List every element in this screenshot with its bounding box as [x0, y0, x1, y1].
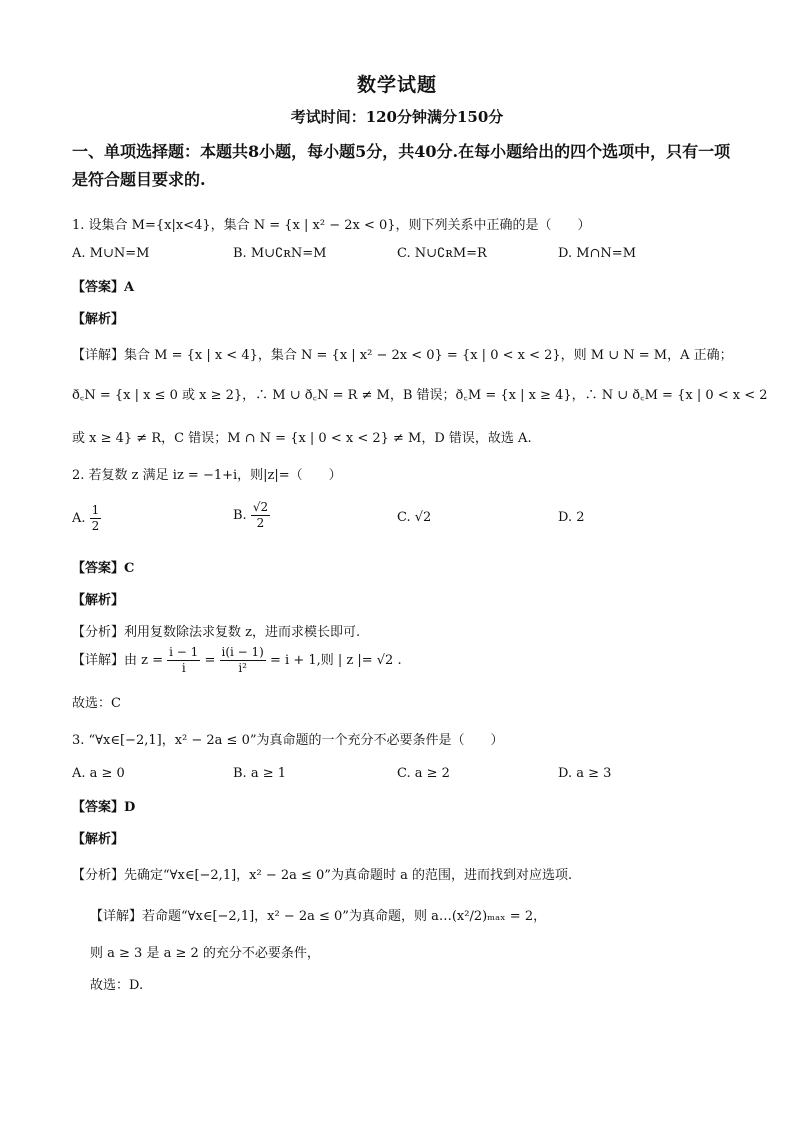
- page-title: 数学试题: [356, 74, 437, 96]
- q1-stem: 1. 设集合 M={x|x<4}，集合 N = {x | x² − 2x < 0}，则下列关系中正确的是（ ）: [72, 218, 591, 233]
- q1-detail-line2: ð꜀N = {x | x ≤ 0 或 x ≥ 2}，∴ M ∪ ð꜀N = R ≠ M，B 错误；ð꜀M = {x | x ≥ 4}，∴ N ∪ ð꜀M = {x | 0 < x < 2: [72, 388, 768, 403]
- q1-detail-line1: 【详解】集合 M = {x | x < 4}，集合 N = {x | x² − 2x < 0} = {x | 0 < x < 2}，则 M ∪ N = M，A 正确；: [72, 348, 733, 363]
- q3-analysis-label: 【解析】: [72, 832, 125, 847]
- q3-option-d: D. a ≥ 3: [558, 766, 612, 781]
- q2-option-d: D. 2: [558, 510, 585, 525]
- q3-detail2: 则 a ≥ 3 是 a ≥ 2 的充分不必要条件，: [90, 946, 320, 961]
- q2-detail-prefix: 【详解】由 z =: [72, 653, 164, 668]
- q2-option-a-label: A.: [72, 511, 86, 526]
- q2-option-b-fraction: [251, 500, 270, 531]
- q2-detail-frac2: [220, 645, 266, 676]
- q2-option-b-label: B.: [233, 508, 247, 523]
- q2-option-a: [72, 503, 101, 534]
- q1-option-c: C. N∪∁ʀM=R: [397, 246, 487, 261]
- q3-conclusion: 故选：D.: [90, 978, 144, 993]
- q2-detail-frac1: [167, 645, 200, 676]
- q2-detail: [72, 645, 402, 676]
- q3-option-b: B. a ≥ 1: [233, 766, 286, 781]
- q2-option-c-value: √2: [414, 510, 432, 525]
- q2-option-a-den: 2: [91, 519, 100, 533]
- exam-time-subtitle: 考试时间：120分钟满分150分: [290, 108, 504, 126]
- q3-option-a: A. a ≥ 0: [72, 766, 125, 781]
- q3-detail1: 【详解】若命题“∀x∈[−2,1]，x² − 2a ≤ 0”为真命题，则 a…(x²/2)ₘₐₓ = 2，: [90, 909, 547, 924]
- q2-option-c: [397, 510, 431, 525]
- q2-conclusion: 故选：C: [72, 696, 121, 711]
- q3-answer: 【答案】D: [72, 800, 136, 815]
- q1-option-a: A. M∪N=M: [72, 246, 150, 261]
- q2-frac1-den: i: [181, 661, 186, 675]
- q2-frac2-num: i(i − 1): [221, 645, 264, 659]
- q1-analysis-label: 【解析】: [72, 312, 125, 327]
- q2-option-a-fraction: [90, 503, 102, 534]
- q1-option-b: B. M∪∁ʀN=M: [233, 246, 327, 261]
- q1-answer: 【答案】A: [72, 280, 135, 295]
- q2-equals: =: [204, 653, 216, 668]
- q2-option-a-num: 1: [91, 503, 100, 517]
- q2-analysis-label: 【解析】: [72, 593, 125, 608]
- q2-stem: 2. 若复数 z 满足 iz = −1+i，则|z|=（ ）: [72, 468, 342, 483]
- section-heading: 一、单项选择题：本题共8小题，每小题5分，共40分.在每小题给出的四个选项中，只有一项是符合题目要求的.: [72, 142, 731, 189]
- q3-fenxi: 【分析】先确定“∀x∈[−2,1]，x² − 2a ≤ 0”为真命题时 a 的范围，进而找到对应选项.: [72, 868, 573, 883]
- q3-option-c: C. a ≥ 2: [397, 766, 450, 781]
- q2-option-c-label: C.: [397, 510, 411, 525]
- q2-fenxi: 【分析】利用复数除法求复数 z，进而求模长即可.: [72, 625, 361, 640]
- q2-option-b-den: 2: [256, 516, 265, 530]
- q2-option-b: [233, 500, 270, 531]
- q1-detail-line3: 或 x ≥ 4} ≠ R，C 错误；M ∩ N = {x | 0 < x < 2} ≠ M，D 错误，故选 A.: [72, 431, 532, 446]
- q2-frac1-num: i − 1: [169, 645, 199, 659]
- q2-option-b-num: √2: [252, 500, 269, 514]
- q1-option-d: D. M∩N=M: [558, 246, 637, 261]
- q3-stem: 3. “∀x∈[−2,1]，x² − 2a ≤ 0”为真命题的一个充分不必要条件是（ ）: [72, 733, 504, 748]
- q2-answer: 【答案】C: [72, 561, 135, 576]
- q2-detail-suffix: = i + 1,则 | z |= √2 .: [270, 653, 402, 668]
- q2-frac2-den: i²: [238, 661, 247, 675]
